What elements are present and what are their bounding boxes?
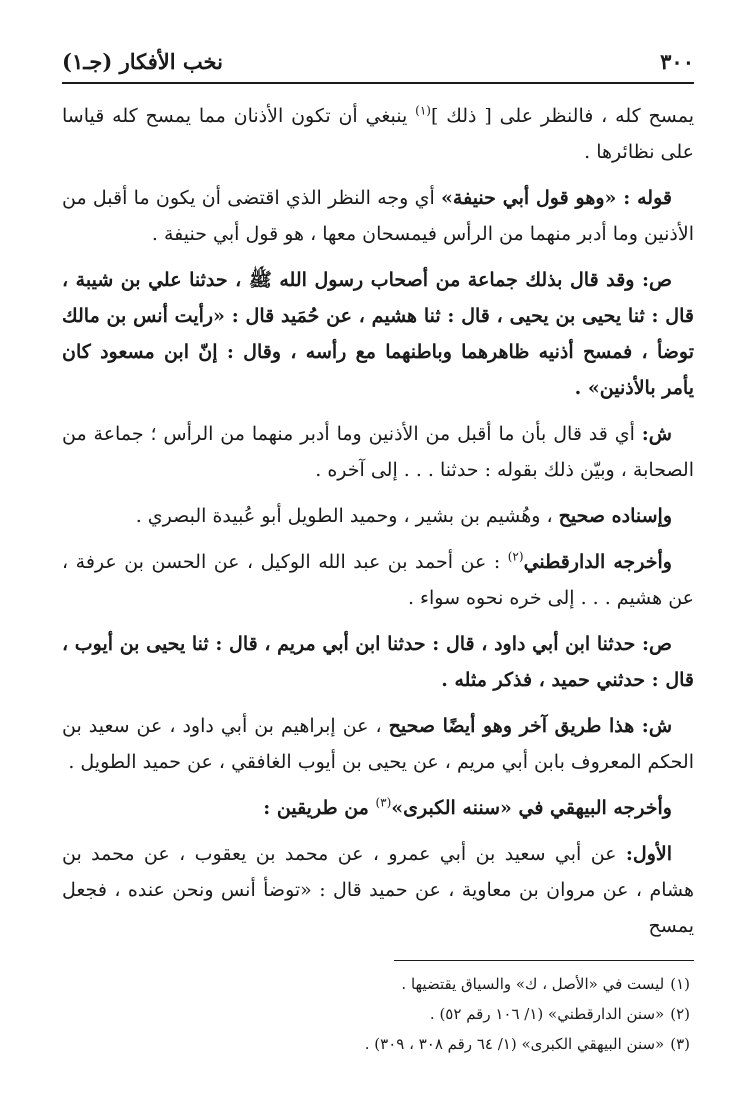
paragraph-bold: ص: وقد قال بذلك جماعة من أصحاب رسول الله ﷺ ، حدثنا علي بن شيبة ، قال : ثنا يحيى بن يحيى ، قال : ثنا هشيم ، عن حُمَيد قال : «رأيت أنس بن مالك توضأ ، فمسح أذنيه ظاهرهما وباطنهما مع رأسه ، وقال : إنّ ابن مسعود كان يأمر بالأذنين» . xyxy=(62,269,694,399)
paragraph-10 xyxy=(62,836,694,944)
paragraph-text: عن أبي سعيد بن أبي عمرو ، عن محمد بن يعقوب ، عن محمد بن هشام ، عن مروان بن معاوية ، عن حميد قال : «توضأ أنس ونحن عنده ، فجعل يمسح xyxy=(62,843,694,937)
paragraph-bold: ش: هذا طريق آخر وهو أيضًا صحيح xyxy=(388,715,673,737)
footnote-number: (١) xyxy=(670,975,690,993)
book-title: نخب الأفكار (جـ١) xyxy=(62,48,223,74)
paragraph-7 xyxy=(62,626,694,698)
paragraph-text: ، عن إبراهيم بن أبي داود ، عن سعيد بن الحكم المعروف بابن أبي مريم ، عن يحيى بن أيوب الغافقي ، عن حميد الطويل . xyxy=(62,715,694,773)
paragraph-9 xyxy=(62,790,694,826)
paragraph-2 xyxy=(62,180,694,252)
footnote-text: «سنن الدارقطني» (١/ ١٠٦ رقم ٥٢) . xyxy=(429,1005,665,1023)
footnote-number: (٣) xyxy=(670,1035,690,1053)
paragraph-text: أي وجه النظر الذي اقتضى أن يكون ما أقبل من الأذنين وما أدبر منهما من الرأس فيمسحان معها ، هو قول أبي حنيفة . xyxy=(62,187,694,245)
paragraph-bold: ص: حدثنا ابن أبي داود ، قال : حدثنا ابن أبي مريم ، قال : ثنا يحيى بن أيوب ، قال : حدثني حميد ، فذكر مثله . xyxy=(62,633,694,691)
paragraph-bold: ش: xyxy=(641,423,672,445)
footnote-number: (٢) xyxy=(670,1005,690,1023)
footnote-1 xyxy=(62,969,694,999)
header-divider xyxy=(62,82,694,84)
page-number: ٣٠٠ xyxy=(660,48,694,74)
footnote-ref[interactable]: (١) xyxy=(415,103,431,118)
footnote-ref[interactable]: (٣) xyxy=(375,795,392,810)
paragraph-bold: وأخرجه الدارقطني xyxy=(523,551,672,573)
paragraph-1 xyxy=(62,98,694,170)
paragraph-text: أي قد قال بأن ما أقبل من الأذنين وما أدبر منهما من الرأس ؛ جماعة من الصحابة ، وبيّن ذلك بقوله : حدثنا . . . إلى آخره . xyxy=(62,423,694,481)
footnote-2 xyxy=(62,999,694,1029)
paragraph-bold: وأخرجه البيهقي في «سننه الكبرى» xyxy=(391,797,672,819)
paragraph-4 xyxy=(62,416,694,488)
footnotes xyxy=(62,969,694,1059)
footnote-ref[interactable]: (٢) xyxy=(507,549,524,564)
page-header xyxy=(62,44,694,78)
paragraph-text: يمسح كله ، فالنظر على [ ذلك ] xyxy=(430,105,695,127)
paragraph-bold: قوله : «وهو قول أبي حنيفة» xyxy=(441,187,672,209)
paragraph-3 xyxy=(62,262,694,406)
footnote-text: «سنن البيهقي الكبرى» (١/ ٦٤ رقم ٣٠٨ ، ٣٠٩) . xyxy=(364,1035,665,1053)
paragraph-bold: وإسناده صحيح xyxy=(558,505,672,527)
footnote-divider xyxy=(394,960,694,961)
footnote-3 xyxy=(62,1029,694,1059)
footnote-text: ليست في «الأصل ، ك» والسياق يقتضيها . xyxy=(401,975,665,993)
paragraph-bold: من طريقين : xyxy=(263,797,376,819)
book-page xyxy=(62,44,694,1059)
paragraph-8 xyxy=(62,708,694,780)
paragraph-text: ، وهُشيم بن بشير ، وحميد الطويل أبو عُبيدة البصري . xyxy=(135,505,559,527)
paragraph-text: ينبغي أن تكون الأذنان مما يمسح كله قياسا على نظائرها . xyxy=(62,105,694,163)
paragraph-6 xyxy=(62,544,694,616)
paragraph-bold: الأول: xyxy=(625,843,672,865)
paragraph-text: : عن أحمد بن عبد الله الوكيل ، عن الحسن بن عرفة ، عن هشيم . . . إلى خره نحوه سواء . xyxy=(62,551,694,609)
paragraph-5 xyxy=(62,498,694,534)
